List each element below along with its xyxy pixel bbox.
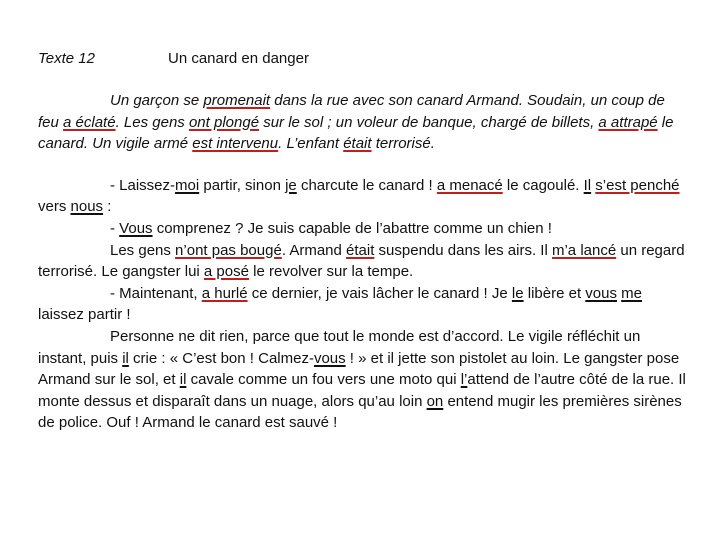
underlined-verb: était <box>343 135 372 153</box>
underlined-verb: a menacé <box>436 176 503 194</box>
underlined-verb: était <box>346 241 375 259</box>
underlined-pronoun: nous <box>70 198 104 216</box>
underlined-pronoun: l’ <box>460 371 468 389</box>
underlined-pronoun: vous <box>585 284 617 302</box>
text-run: attend de l’autre côté de la rue. Il monte dessus et disparaît dans un nuage, alors qu’au loin <box>38 371 686 410</box>
paragraph <box>38 283 688 326</box>
text-run: . Les gens <box>115 113 189 131</box>
text-run: . Armand <box>281 241 347 259</box>
paragraph <box>38 326 688 434</box>
text-run: le canard. Un vigile armé <box>38 113 674 153</box>
text-run: Un garçon se <box>110 92 204 109</box>
underlined-verb: ont plongé <box>188 113 260 131</box>
underlined-pronoun: je <box>285 176 297 194</box>
underlined-verb: n’ont pas bougé <box>175 241 282 259</box>
underlined-verb: m’a lancé <box>551 241 617 259</box>
text-run: cavale comme un fou vers une moto qui <box>186 371 461 389</box>
text-run: entend mugir les premières sirènes de police. Ouf ! Armand le canard est sauvé ! <box>38 392 682 432</box>
underlined-verb: a éclaté <box>63 113 116 131</box>
text-run: comprenez ? Je suis capable de l’abattre comme un chien ! <box>152 219 552 237</box>
text-run: le revolver sur la tempe. <box>248 263 414 281</box>
document-header <box>38 48 688 70</box>
text-run: - Maintenant, <box>110 284 202 302</box>
text-run: crie : « C’est bon ! Calmez- <box>128 349 314 367</box>
text-run: terrorisé. <box>371 135 435 153</box>
paragraph <box>38 240 688 283</box>
underlined-pronoun: me <box>621 284 642 302</box>
text-run: ce dernier, je vais lâcher le canard ! Je <box>247 284 512 302</box>
text-run: le cagoulé. <box>502 176 584 194</box>
underlined-verb: a posé <box>203 263 249 281</box>
text-run: ! » et il jette son pistolet au loin. Le gangster pose Armand sur le sol, et <box>38 349 680 389</box>
text-run: partir, sinon <box>199 176 286 194</box>
text-run: - Laissez- <box>110 176 176 194</box>
text-run: un regard terrorisé. Le gangster lui <box>38 241 685 281</box>
underlined-pronoun: vous <box>313 349 346 367</box>
text-run: - <box>110 219 120 237</box>
underlined-verb: s’est penché <box>595 176 680 194</box>
underlined-pronoun: on <box>426 392 444 410</box>
underlined-verb: promenait <box>203 92 271 109</box>
text-run: Personne ne dit rien, parce que tout le monde est d’accord. Le vigile réfléchit un instant, puis <box>38 327 641 367</box>
paragraph <box>38 175 688 218</box>
document-page <box>38 48 688 434</box>
underlined-pronoun: il <box>122 349 129 367</box>
underlined-pronoun: moi <box>175 176 200 194</box>
text-number-label: Texte 12 <box>38 50 95 67</box>
underlined-verb: a attrapé <box>598 113 658 131</box>
underlined-pronoun: il <box>179 371 187 389</box>
text-run: dans la rue avec son canard Armand. Soudain, un coup de feu <box>38 92 665 131</box>
text-run: laissez partir ! <box>38 306 131 324</box>
underlined-verb: est intervenu <box>192 135 279 153</box>
document-body <box>38 90 688 434</box>
text-run: : <box>103 198 112 216</box>
paragraph <box>38 218 688 240</box>
text-run: Les gens <box>110 241 176 259</box>
text-run: charcute le canard ! <box>296 176 437 194</box>
underlined-pronoun: le <box>511 284 524 302</box>
text-run: vers <box>38 198 71 216</box>
underlined-verb: a hurlé <box>201 284 248 302</box>
paragraph <box>38 90 688 155</box>
document-title: Un canard en danger <box>168 50 309 67</box>
text-run: suspendu dans les airs. Il <box>374 241 552 259</box>
text-run: sur le sol ; un voleur de banque, chargé de billets, <box>259 113 599 131</box>
text-run: . L’enfant <box>278 135 344 153</box>
underlined-pronoun: Vous <box>119 219 153 237</box>
text-run: libère et <box>523 284 586 302</box>
underlined-pronoun: Il <box>583 176 592 194</box>
